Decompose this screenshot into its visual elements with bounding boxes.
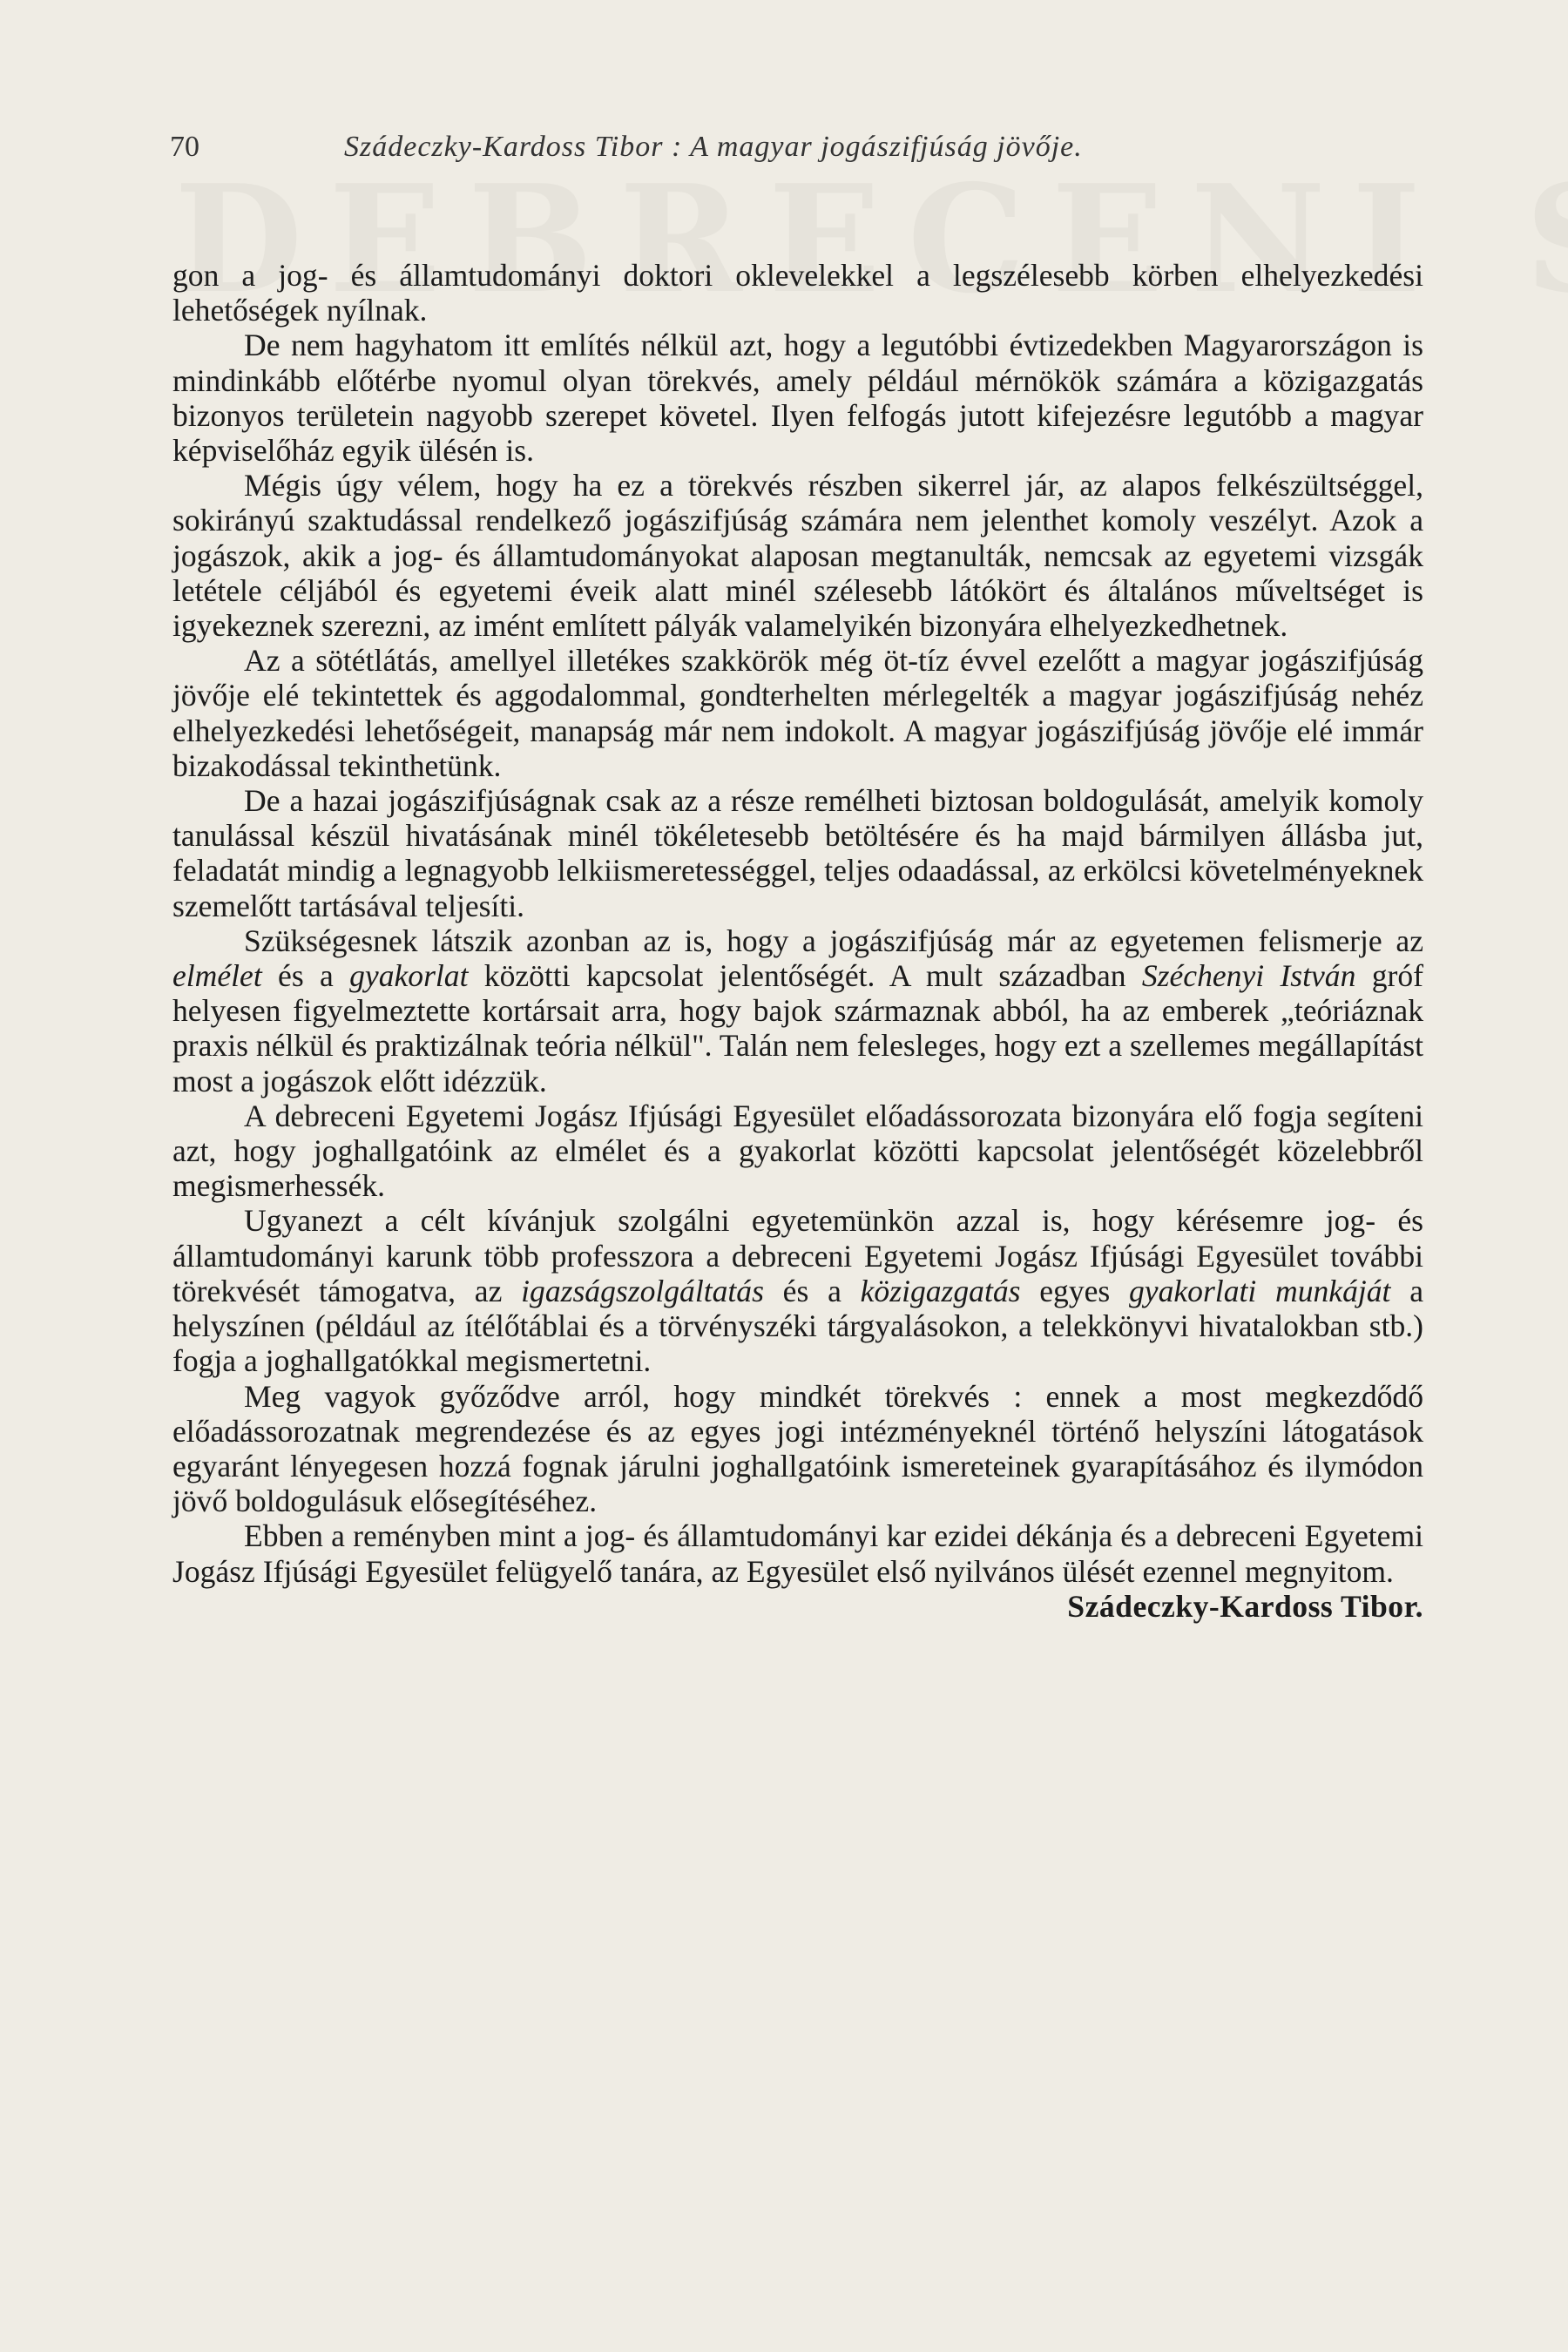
text-run: Mégis úgy vélem, hogy ha ez a törekvés részben sikerrel jár, az alapos felkészültséggel, sokirányú szaktudással rendelkező jogászifjúság számára nem jelenthet komoly veszélyt. Azok a jogászok, akik a jog- és államtudományokat alaposan megtanulták, nemcsak az egyetemi vizsgák letétele céljából és egyetemi éveik alatt minél szélesebb látókört és általános műveltséget is igyekeznek szerezni, az imént említett pályák valamelyikén bizonyára elhelyezkedhetnek. <box>172 468 1423 644</box>
text-run: és a <box>763 1273 861 1308</box>
body-text <box>172 258 1423 1624</box>
italic-text: gyakorlati munkáját <box>1129 1273 1391 1308</box>
text-run: Ugyanezt a célt kívánjuk szolgálni egyetemünkön azzal is, hogy kérésemre jog- és államtudományi karunk több professzora a debreceni Egyetemi Jogász Ifjúsági Egyesület további törekvését támogatva, az <box>172 1203 1423 1308</box>
text-run: De a hazai jogászifjúságnak csak az a része remélheti biztosan boldogulását, amelyik komoly tanulással készül hivatásának minél tökéletesebb betöltésére és ha majd bármilyen állásba jut, feladatát mindig a legnagyobb lelkiismeretességgel, teljes odaadással, az erkölcsi követelményeknek szemelőtt tartásával teljesíti. <box>172 783 1423 923</box>
text-run: Ebben a reményben mint a jog- és államtudományi kar ezidei dékánja és a debreceni Egyetemi Jogász Ifjúsági Egyesület felügyelő tanára, az Egyesület első nyilvános ülését ezennel megnyitom. <box>172 1518 1423 1589</box>
paragraph <box>172 328 1423 468</box>
text-run: a helyszínen (például az ítélőtáblai és a törvényszéki tárgyalásokon, a telekkönyvi hivatalokban stb.) fogja a joghallgatókkal megismertetni. <box>172 1273 1423 1379</box>
paragraph <box>172 1098 1423 1204</box>
paragraph <box>172 1518 1423 1588</box>
italic-text: közigazgatás <box>860 1273 1021 1308</box>
signature: Szádeczky-Kardoss Tibor. <box>1067 1588 1423 1624</box>
text-run: Meg vagyok győződve arról, hogy mindkét törekvés : ennek a most megkezdődő előadássorozatnak megrendezése és az egyes jogi intézményeknél történő helyszíni látogatások egyaránt lényegesen hozzá fognak járulni joghallgatóink ismereteinek gyarapításához és ilymódon jövő boldogulásuk elősegítéséhez. <box>172 1378 1423 1519</box>
paragraph <box>172 258 1423 328</box>
text-run: és a <box>261 958 350 994</box>
text-run: Az a sötétlátás, amellyel illetékes szakkörök még öt-tíz évvel ezelőtt a magyar jogászifjúság jövője elé tekintettek és aggodalommal, gondterhelten mérlegelték a magyar jogászifjúság nehéz elhelyezkedési lehetőségeit, manapság már nem indokolt. A magyar jogászifjúság jövője elé immár bizakodással tekinthetünk. <box>172 643 1423 783</box>
paragraph-container <box>172 258 1423 1589</box>
paragraph <box>172 643 1423 783</box>
text-run: De nem hagyhatom itt említés nélkül azt, hogy a legutóbbi évtizedekben Magyarországon is mindinkább előtérbe nyomul olyan törekvés, amely például mérnökök számára a közigazgatás bizonyos területein nagyobb szerepet követel. Ilyen felfogás jutott kifejezésre legutóbb a magyar képviselőház egyik ülésén is. <box>172 328 1423 469</box>
text-run: egyes <box>1020 1273 1130 1308</box>
italic-text: igazságszolgáltatás <box>521 1273 764 1308</box>
italic-text: elmélet <box>172 958 262 994</box>
paragraph <box>172 783 1423 923</box>
page-number: 70 <box>170 131 199 163</box>
text-run: Szükségesnek látszik azonban az is, hogy a jogászifjúság már az egyetemen felismerje az <box>244 923 1423 958</box>
paragraph <box>172 1203 1423 1378</box>
running-head <box>170 131 1424 166</box>
paragraph <box>172 923 1423 1098</box>
running-title: Szádeczky-Kardoss Tibor : A magyar jogászifjúság jövője. <box>344 131 1083 163</box>
italic-text: Széchenyi István <box>1141 958 1356 994</box>
text-run: gon a jog- és államtudományi doktori oklevelekkel a legszélesebb körben elhelyezkedési lehetőségek nyílnak. <box>172 258 1423 328</box>
text-run: A debreceni Egyetemi Jogász Ifjúsági Egyesület előadássorozata bizonyára elő fogja segíteni azt, hogy joghallgatóink az elmélet és a gyakorlat közötti kapcsolat jelentőségét közelebbről megismerhessék. <box>172 1098 1423 1204</box>
text-run: közötti kapcsolat jelentőségét. A mult században <box>468 958 1142 994</box>
italic-text: gyakorlat <box>349 958 469 994</box>
paragraph <box>172 1379 1423 1519</box>
paragraph <box>172 468 1423 643</box>
text-run: gróf helyesen figyelmeztette kortársait arra, hogy bajok származnak abból, ha az emberek „teóriáznak praxis nélkül és praktizálnak teória nélkül". Talán nem felesleges, hogy ezt a szellemes megállapítást most a jogászok előtt idézzük. <box>172 958 1423 1098</box>
